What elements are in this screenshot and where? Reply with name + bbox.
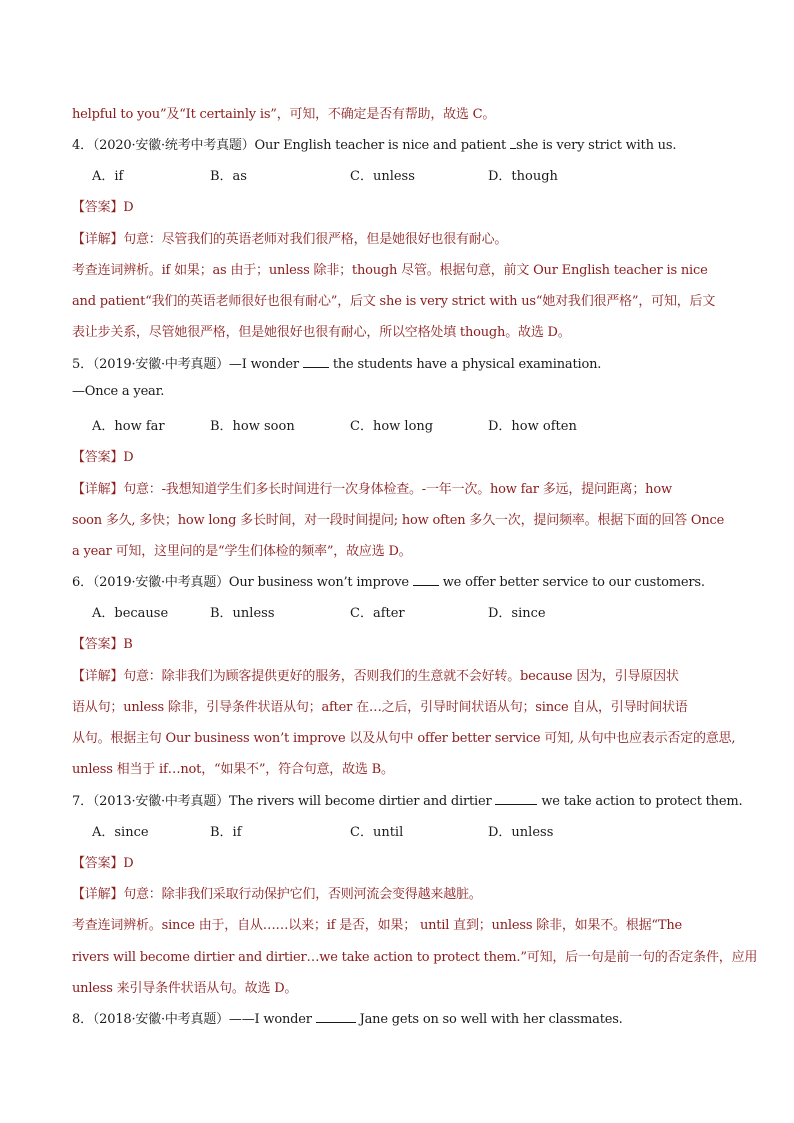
question-7-blank [495, 792, 537, 805]
question-4-answer [72, 196, 732, 215]
continuation-text: helpful to you”及“It certainly is”，可知，不确定是否有帮助，故选 C。 [72, 107, 496, 122]
question-5-blank [303, 355, 329, 368]
question-7-detail-2: 考查连词辨析。since 由于，自从……以来；if 是否，如果； until 直到；unless 除非，如果不。根据“The [72, 918, 683, 933]
question-4-detail-2: 考查连词辨析。if 如果；as 由于；unless 除非；though 尽管。根据句意，前文 Our English teacher is nice [72, 263, 708, 278]
question-4-prefix: 4．（2020·安徽·统考中考真题）Our English teacher is nice and patient [72, 138, 510, 153]
question-5-detail-3: a year 可知，这里问的是“学生们体检的频率”，故应选 D。 [72, 544, 412, 559]
option-a[interactable]: A．if [92, 169, 124, 184]
question-8-prefix: 8．（2018·安徽·中考真题）——I wonder [72, 1012, 316, 1027]
question-4-detail-3: and patient“我们的英语老师很好也很有耐心”，后文 she is very strict with us“她对我们很严格”，可知，后文 [72, 294, 716, 309]
detail-label: 【详解】 [72, 887, 124, 902]
answer-value: B [123, 637, 133, 652]
question-8-suffix: Jane gets on so well with her classmates. [355, 1012, 623, 1027]
option-c[interactable]: C．after [350, 606, 405, 621]
detail-label: 【详解】 [72, 482, 124, 497]
option-c[interactable]: C．until [350, 825, 404, 840]
question-6-detail-1: 【详解】句意：除非我们为顾客提供更好的服务，否则我们的生意就不会好转。because 因为，引导原因状 [72, 669, 679, 684]
detail-label: 【详解】 [72, 669, 124, 684]
answer-label: 【答案】 [72, 200, 124, 215]
answer-value: D [123, 856, 134, 871]
question-6-answer [72, 633, 732, 652]
question-7-stem [72, 790, 743, 809]
detail-label: 【详解】 [72, 232, 124, 247]
question-5-answer [72, 446, 732, 465]
question-5-suffix: the students have a physical examination. [328, 357, 602, 372]
question-7-answer [72, 852, 732, 871]
question-7-prefix: 7．（2013·安徽·中考真题）The rivers will become dirtier and dirtier [72, 794, 496, 809]
question-7-detail-1: 【详解】句意：除非我们采取行动保护它们，否则河流会变得越来越脏。 [72, 887, 482, 902]
option-b[interactable]: B．as [210, 169, 247, 184]
option-d[interactable]: D．unless [488, 825, 554, 840]
question-8-blank [316, 1010, 356, 1023]
question-6-detail-4: unless 相当于 if…not，“如果不”，符合句意，故选 B。 [72, 762, 394, 777]
option-d[interactable]: D．how often [488, 419, 577, 434]
option-c[interactable]: C．how long [350, 419, 434, 434]
question-8-stem [72, 1008, 732, 1027]
option-c[interactable]: C．unless [350, 169, 415, 184]
option-b[interactable]: B．how soon [210, 419, 295, 434]
answer-value: D [123, 450, 134, 465]
question-6-detail-2: 语从句；unless 除非，引导条件状语从句；after 在…之后，引导时间状语从句；since 自从，引导时间状语 [72, 700, 688, 715]
question-7-suffix: we take action to protect them. [537, 794, 743, 809]
question-5-prefix: 5．（2019·安徽·中考真题）—I wonder [72, 357, 303, 372]
question-4-detail-1: 【详解】句意：尽管我们的英语老师对我们很严格，但是她很好也很有耐心。 [72, 232, 508, 247]
question-6-blank [413, 573, 439, 586]
option-a[interactable]: A．because [92, 606, 169, 621]
question-6-suffix: we offer better service to our customers. [438, 575, 705, 590]
question-4-stem [72, 134, 732, 153]
option-a[interactable]: A．since [92, 825, 149, 840]
question-6-stem [72, 571, 732, 590]
option-b[interactable]: B．if [210, 825, 242, 840]
option-d[interactable]: D．though [488, 169, 558, 184]
answer-value: D [123, 200, 134, 215]
question-7-detail-4: unless 来引导条件状语从句。故选 D。 [72, 981, 298, 996]
question-4-detail-4: 表让步关系，尽管她很严格，但是她很好也很有耐心，所以空格处填 though。故选 D。 [72, 325, 571, 340]
question-4-options [92, 165, 712, 183]
question-5-detail-1: 【详解】句意：-我想知道学生们多长时间进行一次身体检查。-一年一次。how far 多远，提问距离；how [72, 482, 672, 497]
question-5-stem [72, 353, 732, 372]
question-5-detail-2: soon 多久, 多快；how long 多长时间，对一段时间提问; how often 多久一次，提问频率。根据下面的回答 Once [72, 513, 725, 528]
question-4-suffix: she is very strict with us. [516, 138, 677, 153]
option-b[interactable]: B．unless [210, 606, 275, 621]
option-d[interactable]: D．since [488, 606, 546, 621]
question-7-detail-3: rivers will become dirtier and dirtier…we take action to protect them.”可知，后一句是前一句的否定条件，应用 [72, 950, 758, 965]
question-6-detail-3: 从句。根据主句 Our business won’t improve 以及从句中 offer better service 可知, 从句中也应表示否定的意思, [72, 731, 736, 746]
option-a[interactable]: A．how far [92, 419, 165, 434]
answer-label: 【答案】 [72, 856, 124, 871]
question-6-options [92, 602, 712, 620]
answer-label: 【答案】 [72, 637, 124, 652]
question-6-prefix: 6．（2019·安徽·中考真题）Our business won’t improve [72, 575, 413, 590]
answer-label: 【答案】 [72, 450, 124, 465]
question-5-reply: —Once a year. [72, 384, 165, 399]
question-7-options [92, 821, 712, 839]
question-5-options [92, 415, 712, 433]
